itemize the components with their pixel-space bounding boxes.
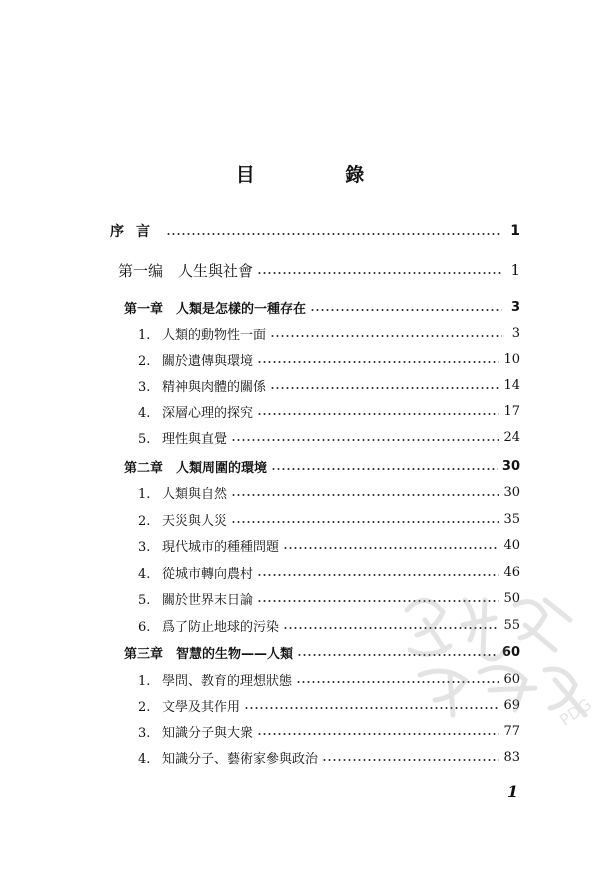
toc-entry-label: 學問、教育的理想狀態	[162, 673, 293, 689]
toc-entry-label: 序言	[110, 224, 162, 240]
toc-entry-preface[interactable]	[110, 220, 520, 242]
toc-entry-chapter-3[interactable]	[124, 641, 520, 663]
toc-page-number: 77	[503, 723, 520, 739]
toc-entry-section[interactable]	[138, 720, 520, 742]
toc-page-number: 40	[503, 537, 520, 553]
dot-leader	[257, 272, 502, 274]
toc-entry-section[interactable]	[138, 614, 520, 636]
toc-entry-section[interactable]	[138, 322, 520, 344]
section-number: 2.	[138, 699, 151, 715]
dot-leader	[322, 759, 499, 761]
toc-entry-section[interactable]	[138, 426, 520, 448]
toc-entry-label: 理性與直覺	[162, 431, 228, 447]
toc-entry-section[interactable]	[138, 746, 520, 768]
toc-entry-section[interactable]	[138, 534, 520, 556]
section-number: 4.	[138, 751, 151, 767]
section-number: 1.	[138, 327, 151, 343]
dot-leader	[231, 494, 499, 496]
toc-entry-section[interactable]	[138, 561, 520, 583]
toc-entry-section[interactable]	[138, 587, 520, 609]
toc-entry-section[interactable]	[138, 481, 520, 503]
toc-entry-label: 人類的動物性一面	[162, 327, 267, 343]
toc-page-number: 1	[510, 223, 520, 239]
dot-leader	[283, 547, 499, 549]
toc-page-number: 10	[503, 351, 520, 367]
toc-page-number: 55	[503, 617, 520, 633]
toc-entry-label: 天災與人災	[162, 513, 228, 529]
toc-entry-label: 第一章 人類是怎樣的一種存在	[124, 301, 307, 317]
toc-page-number: 83	[503, 749, 520, 765]
page-title: 目 錄	[235, 164, 407, 186]
toc-page-number: 50	[503, 590, 520, 606]
section-number: 4.	[138, 566, 151, 582]
toc-entry-label: 關於世界末日論	[162, 592, 254, 608]
section-number: 6.	[138, 619, 151, 635]
toc-entry-label: 文學及其作用	[162, 699, 241, 715]
section-number: 3.	[138, 539, 151, 555]
toc-page-number: 60	[503, 671, 520, 687]
toc-entry-label: 精神與肉體的關係	[162, 379, 267, 395]
toc-entry-section[interactable]	[138, 374, 520, 396]
dot-leader	[310, 309, 502, 311]
dot-leader	[257, 413, 499, 415]
toc-entry-section[interactable]	[138, 400, 520, 422]
section-number: 3.	[138, 725, 151, 741]
toc-page-number: 35	[503, 511, 520, 527]
dot-leader	[271, 468, 498, 470]
dot-leader	[257, 733, 499, 735]
toc-entry-label: 第一编 人生與社會	[118, 261, 254, 280]
section-number: 1.	[138, 486, 151, 502]
toc-entry-section[interactable]	[138, 508, 520, 530]
toc-entry-label: 爲了防止地球的污染	[162, 619, 280, 635]
toc-entry-label: 知識分子、藝術家參與政治	[162, 751, 319, 767]
toc-entry-label: 從城市轉向農村	[162, 566, 254, 582]
section-number: 3.	[138, 379, 151, 395]
toc-page-number: 3	[510, 299, 520, 315]
toc-page-number: 30	[501, 458, 520, 474]
toc-entry-label: 第三章 智慧的生物——人類	[124, 646, 294, 662]
toc-entry-section[interactable]	[138, 694, 520, 716]
toc-page-number: 30	[503, 484, 520, 500]
dot-leader	[257, 600, 499, 602]
page-number-footer: 1	[507, 782, 519, 801]
dot-leader	[231, 521, 499, 523]
toc-page-number: 60	[501, 644, 520, 660]
dot-leader	[257, 361, 499, 363]
toc-entry-label: 知識分子與大衆	[162, 725, 254, 741]
section-number: 5.	[138, 431, 151, 447]
toc-page-number: 3	[511, 325, 520, 341]
dot-leader	[231, 439, 499, 441]
dot-leader	[257, 574, 499, 576]
dot-leader	[283, 627, 499, 629]
toc-entry-chapter-1[interactable]	[124, 296, 520, 318]
toc-entry-section[interactable]	[138, 348, 520, 370]
toc-page-number: 14	[503, 377, 520, 393]
toc-page-number: 24	[503, 429, 520, 445]
dot-leader	[244, 707, 499, 709]
toc-entry-label: 深層心理的探究	[162, 405, 254, 421]
toc-entry-chapter-2[interactable]	[124, 455, 520, 477]
dot-leader	[270, 387, 499, 389]
section-number: 2.	[138, 513, 151, 529]
dot-leader	[296, 681, 499, 683]
watermark-label: PDG	[555, 694, 595, 730]
toc-entry-part-1[interactable]	[118, 259, 520, 281]
section-number: 4.	[138, 405, 151, 421]
toc-page-number: 17	[503, 403, 520, 419]
dot-leader	[166, 233, 502, 235]
toc-entry-section[interactable]	[138, 668, 520, 690]
section-number: 2.	[138, 353, 151, 369]
toc-page-number: 1	[510, 261, 520, 279]
section-number: 1.	[138, 673, 151, 689]
toc-page-number: 69	[503, 697, 520, 713]
toc-entry-label: 第二章 人類周圍的環境	[124, 460, 268, 476]
toc-entry-label: 人類與自然	[162, 486, 228, 502]
toc-page-number: 46	[503, 564, 520, 580]
toc-entry-label: 關於遺傳與環境	[162, 353, 254, 369]
toc-entry-label: 現代城市的種種問題	[162, 539, 280, 555]
dot-leader	[270, 335, 502, 337]
section-number: 5.	[138, 592, 151, 608]
dot-leader	[297, 654, 498, 656]
